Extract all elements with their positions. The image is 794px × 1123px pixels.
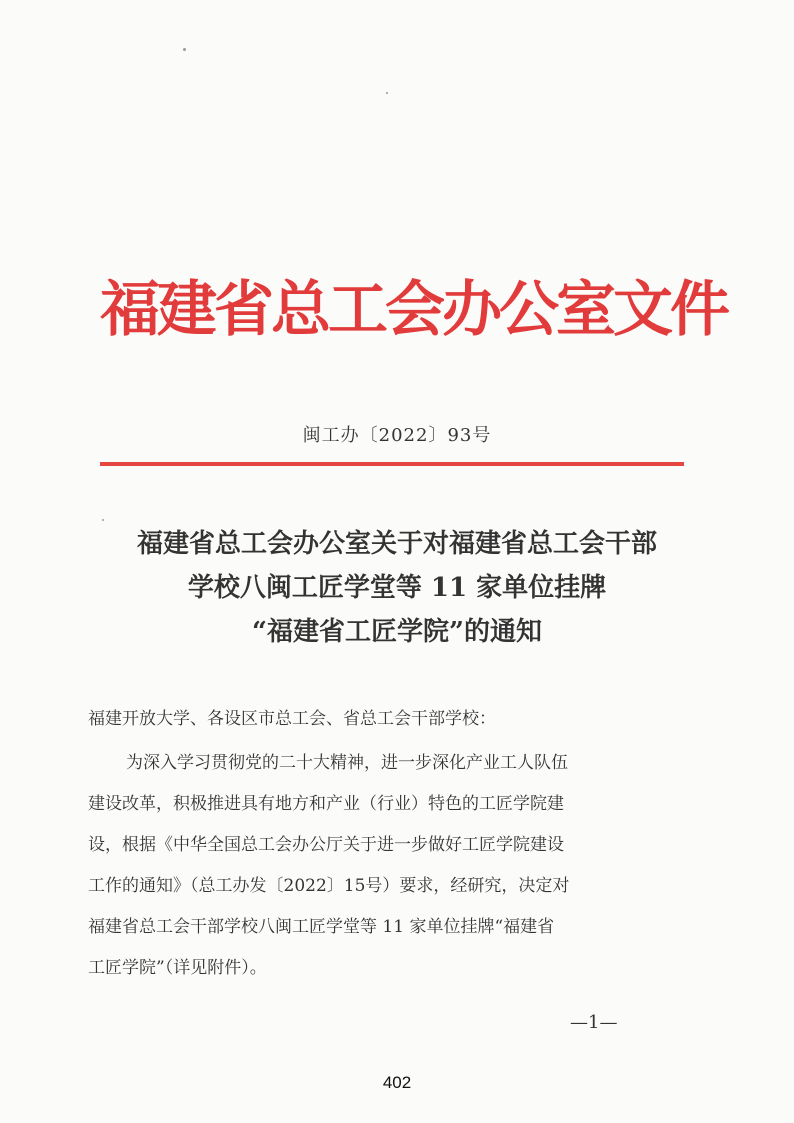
- body-paragraph: [88, 743, 668, 989]
- document-number: 闽工办〔2022〕93号: [302, 425, 492, 446]
- page-mark: —1—: [570, 1012, 618, 1033]
- notice-title: [80, 522, 714, 654]
- footer-page-number: 402: [382, 1073, 412, 1092]
- body-line: 福建省总工会干部学校八闽工匠学堂等 11 家单位挂牌“福建省: [88, 917, 555, 937]
- notice-title-line: “福建省工匠学院”的通知: [252, 617, 542, 647]
- body-line: 为深入学习贯彻党的二十大精神，进一步深化产业工人队伍: [126, 753, 568, 773]
- scan-speck: [102, 519, 104, 521]
- body-line: 工作的通知》（总工办发〔2022〕15号）要求，经研究，决定对: [88, 876, 570, 896]
- scan-speck: [183, 48, 186, 51]
- document-header-title: 福建省总工会办公室文件: [100, 275, 727, 345]
- notice-title-line: 福建省总工会办公室关于对福建省总工会干部: [136, 529, 657, 559]
- notice-title-line: 学校八闽工匠学堂等 11 家单位挂牌: [187, 573, 607, 603]
- scan-speck: [386, 92, 388, 94]
- header-red-divider: [100, 462, 684, 466]
- body-line: 设，根据《中华全国总工会办公厅关于进一步做好工匠学院建设: [88, 835, 564, 855]
- body-line: 建设改革，积极推进具有地方和产业（行业）特色的工匠学院建: [88, 794, 564, 814]
- body-line: 工匠学院”（详见附件）。: [88, 958, 267, 978]
- addressee-line: 福建开放大学、各设区市总工会、省总工会干部学校：: [88, 709, 496, 729]
